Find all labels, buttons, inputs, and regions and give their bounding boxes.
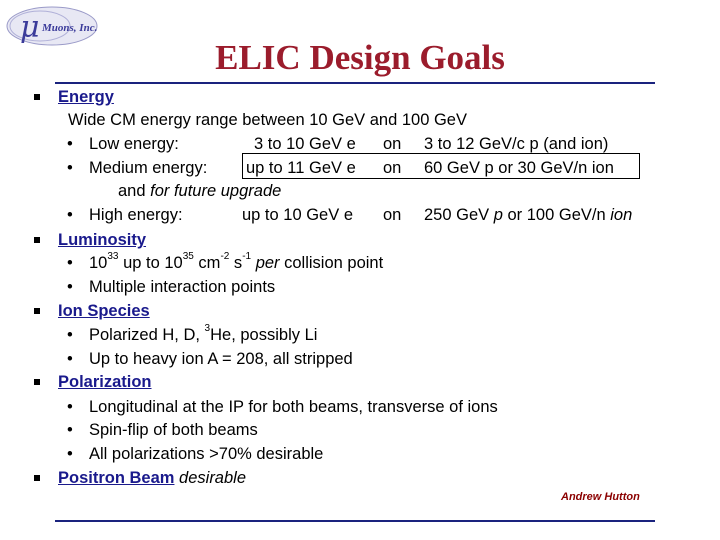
ion-species-item-1 xyxy=(89,325,317,345)
lum-part-d: s xyxy=(229,254,243,272)
medium-energy-label: • Medium energy: xyxy=(89,158,207,178)
medium-energy-ion: 60 GeV p or 30 GeV/n ion xyxy=(424,159,614,177)
bullet-positron xyxy=(34,475,40,481)
lum-sup-4: -1 xyxy=(242,251,252,262)
bullet-energy xyxy=(34,94,40,100)
positron-line xyxy=(58,468,246,488)
bullet-ion-species xyxy=(34,308,40,314)
lum-part-b: up to 10 xyxy=(118,254,183,272)
high-energy-e: up to 10 GeV e xyxy=(242,206,353,224)
heading-luminosity: Luminosity xyxy=(58,231,147,249)
lum-part-g: collision point xyxy=(279,254,384,272)
bullet-luminosity xyxy=(34,237,40,243)
low-energy-on: on xyxy=(383,135,402,153)
high-energy-label: • High energy: xyxy=(89,205,183,225)
heading-energy: Energy xyxy=(58,88,114,106)
luminosity-item-2: • Multiple interaction points xyxy=(89,277,275,297)
heading-polarization: Polarization xyxy=(58,373,152,391)
heading-ion-species: Ion Species xyxy=(58,302,150,320)
bottom-divider xyxy=(55,520,655,522)
high-energy-ion-b: p xyxy=(493,206,503,224)
lum-sup-3: -2 xyxy=(220,251,230,262)
bullet-polarization xyxy=(34,379,40,385)
polarization-item-3: • All polarizations >70% desirable xyxy=(89,444,323,464)
positron-note: desirable xyxy=(179,469,247,487)
high-energy-ion-c: or 100 GeV/n xyxy=(502,206,611,224)
lum-sup-2: 35 xyxy=(182,251,194,262)
low-energy-ion: 3 to 12 GeV/c p (and ion) xyxy=(424,135,609,153)
logo-text: Muons, Inc. xyxy=(42,22,98,34)
high-energy-ion-d: ion xyxy=(610,206,633,224)
polarization-item-2: • Spin-flip of both beams xyxy=(89,420,258,440)
future-upgrade-prefix: and xyxy=(118,182,151,200)
lum-part-c: cm xyxy=(193,254,221,272)
polarization-item-1: • Longitudinal at the IP for both beams, transverse of ions xyxy=(89,397,498,417)
ion-part-b: He, possibly Li xyxy=(210,326,318,344)
heading-positron: Positron Beam xyxy=(58,469,175,487)
high-energy-on: on xyxy=(383,206,402,224)
author-credit: Andrew Hutton xyxy=(561,491,640,503)
medium-energy-e: up to 11 GeV e xyxy=(246,159,356,177)
luminosity-item-1 xyxy=(89,253,383,273)
lum-part-a: 10 xyxy=(89,254,108,272)
logo-mu-symbol: μ xyxy=(20,10,40,45)
low-energy-label: • Low energy: xyxy=(89,134,179,154)
energy-intro: Wide CM energy range between 10 GeV and 100 GeV xyxy=(68,111,467,129)
ion-species-item-2: • Up to heavy ion A = 208, all stripped xyxy=(89,349,353,369)
medium-energy-on: on xyxy=(383,159,402,177)
ion-sup: 3 xyxy=(204,323,211,334)
high-energy-ion-a: 250 GeV xyxy=(424,206,494,224)
lum-sup-1: 33 xyxy=(107,251,119,262)
lum-part-f: per xyxy=(255,254,280,272)
low-energy-e: 3 to 10 GeV e xyxy=(254,135,356,153)
future-upgrade-note xyxy=(118,181,281,201)
page-title: ELIC Design Goals xyxy=(215,38,505,77)
high-energy-ion xyxy=(424,205,632,225)
future-upgrade-italic: for future upgrade xyxy=(150,182,282,200)
ion-part-a: Polarized H, D, xyxy=(89,326,205,344)
